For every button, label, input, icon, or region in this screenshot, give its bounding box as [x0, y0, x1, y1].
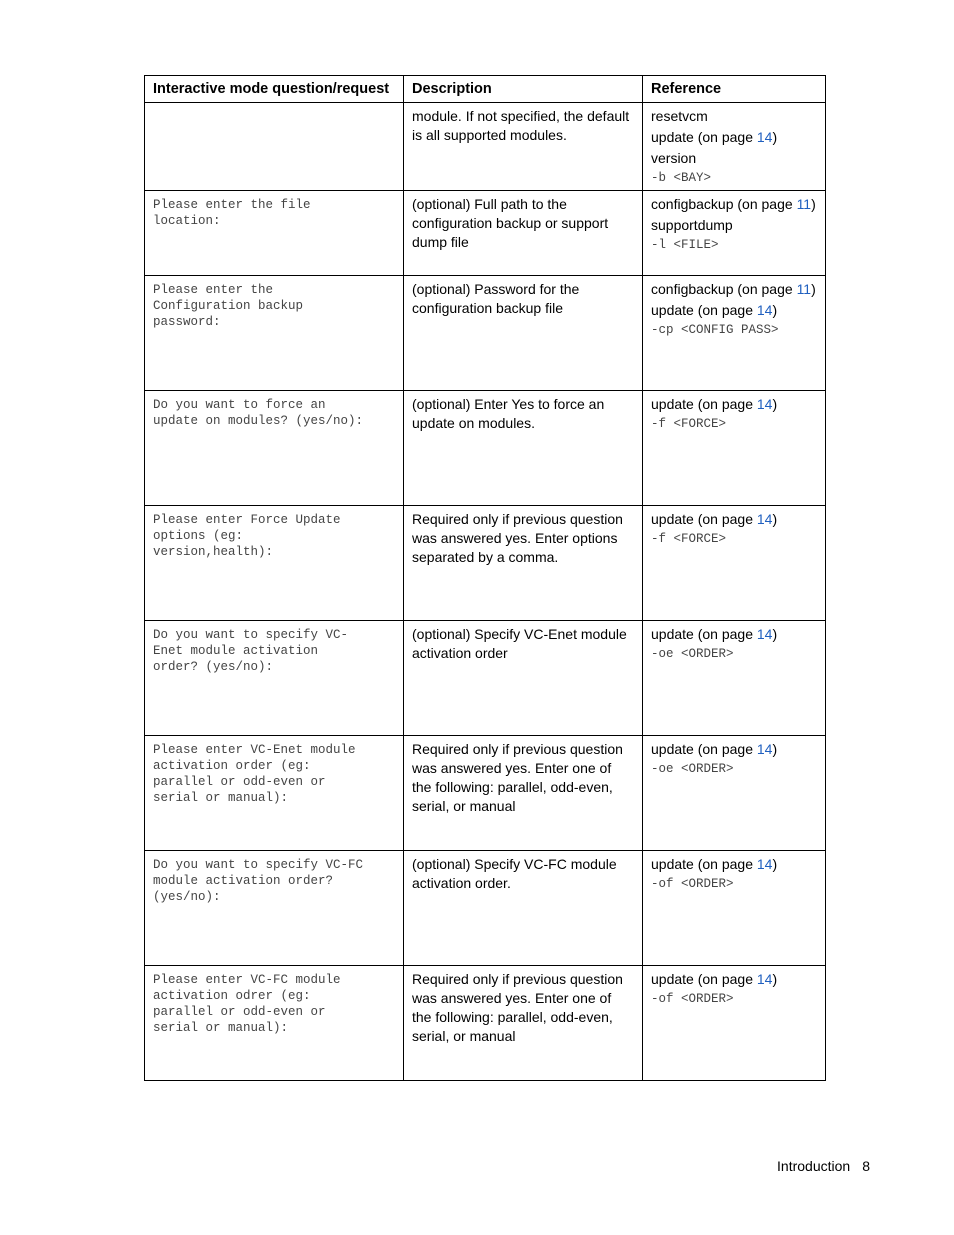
description-text: Required only if previous question was answered yes. Enter one of the following: parallel, odd-even, serial, or manual [412, 741, 623, 814]
table-row [145, 191, 826, 276]
question-cell [145, 191, 404, 276]
cli-option-code: -oe <ORDER> [651, 647, 734, 661]
header-reference: Reference [643, 76, 826, 103]
reference-line [651, 107, 817, 126]
reference-cell [643, 506, 826, 621]
reference-line [651, 740, 817, 759]
table-row [145, 103, 826, 191]
page-link[interactable]: 14 [756, 626, 773, 642]
reference-text-suffix: ) [772, 511, 778, 527]
page-footer [777, 1158, 870, 1174]
page-link[interactable]: 11 [796, 281, 812, 297]
reference-text: resetvcm [651, 108, 708, 124]
reference-cell [643, 736, 826, 851]
table-row [145, 391, 826, 506]
reference-line [651, 195, 817, 214]
description-cell [404, 391, 643, 506]
question-text: Do you want to specify VC- Enet module activation order? (yes/no): [153, 628, 349, 674]
question-cell [145, 621, 404, 736]
reference-cell [643, 851, 826, 966]
interactive-mode-table [144, 75, 826, 1081]
reference-line [651, 301, 817, 320]
description-text: Required only if previous question was answered yes. Enter one of the following: parallel, odd-even, serial, or manual [412, 971, 623, 1044]
reference-cell [643, 621, 826, 736]
reference-text: update (on page [651, 741, 757, 757]
page-link[interactable]: 14 [756, 396, 773, 412]
description-text: (optional) Enter Yes to force an update on modules. [412, 396, 605, 431]
question-cell [145, 736, 404, 851]
reference-text-suffix: ) [772, 971, 778, 987]
reference-text: update (on page [651, 856, 757, 872]
reference-text-suffix: ) [772, 396, 778, 412]
description-cell [404, 191, 643, 276]
cli-option-code: -f <FORCE> [651, 417, 727, 431]
reference-line [651, 280, 817, 299]
description-text: Required only if previous question was answered yes. Enter options separated by a comma. [412, 511, 623, 565]
description-cell [404, 103, 643, 191]
description-cell [404, 506, 643, 621]
question-cell [145, 391, 404, 506]
cli-option-code: -of <ORDER> [651, 992, 734, 1006]
page-link[interactable]: 14 [756, 511, 773, 527]
reference-text: version [651, 150, 697, 166]
description-cell [404, 851, 643, 966]
reference-text-suffix: ) [772, 302, 778, 318]
cli-option-code: -oe <ORDER> [651, 762, 734, 776]
question-cell [145, 966, 404, 1081]
question-text: Do you want to force an update on modules? (yes/no): [153, 398, 364, 428]
page-link[interactable]: 14 [756, 302, 773, 318]
description-cell [404, 621, 643, 736]
question-text: Please enter the Configuration backup password: [153, 283, 304, 329]
reference-text-suffix: ) [811, 196, 816, 212]
question-cell [145, 103, 404, 191]
reference-text-suffix: ) [772, 856, 778, 872]
description-cell [404, 736, 643, 851]
cli-option-code: -l <FILE> [651, 238, 719, 252]
reference-text: configbackup (on page [651, 281, 797, 297]
reference-text: configbackup (on page [651, 196, 797, 212]
page-link[interactable]: 11 [796, 196, 812, 212]
cli-option-code: -b <BAY> [651, 171, 712, 185]
question-text: Do you want to specify VC-FC module activation order? (yes/no): [153, 858, 364, 904]
table-body [145, 103, 826, 1081]
table-row [145, 276, 826, 391]
reference-text: update (on page [651, 302, 757, 318]
reference-cell [643, 966, 826, 1081]
table-row [145, 621, 826, 736]
reference-cell [643, 103, 826, 191]
header-question: Interactive mode question/request [145, 76, 404, 103]
reference-text-suffix: ) [772, 626, 778, 642]
question-cell [145, 276, 404, 391]
reference-text-suffix: ) [772, 741, 778, 757]
description-text: (optional) Specify VC-Enet module activation order [412, 626, 627, 661]
reference-text: update (on page [651, 129, 757, 145]
reference-line [651, 216, 817, 235]
reference-line [651, 855, 817, 874]
reference-line [651, 395, 817, 414]
page-link[interactable]: 14 [756, 856, 773, 872]
reference-text: update (on page [651, 511, 757, 527]
table-row [145, 506, 826, 621]
table-row [145, 851, 826, 966]
reference-cell [643, 191, 826, 276]
page-link[interactable]: 14 [756, 129, 773, 145]
question-cell [145, 851, 404, 966]
reference-line [651, 510, 817, 529]
description-cell [404, 276, 643, 391]
question-text: Please enter the file location: [153, 198, 311, 228]
reference-line [651, 970, 817, 989]
description-text: (optional) Full path to the configuration backup or support dump file [412, 196, 609, 250]
reference-text: update (on page [651, 396, 757, 412]
page-number: 8 [862, 1158, 870, 1174]
description-cell [404, 966, 643, 1081]
cli-option-code: -cp <CONFIG PASS> [651, 323, 779, 337]
table-row [145, 966, 826, 1081]
reference-line [651, 128, 817, 147]
reference-text-suffix: ) [772, 129, 778, 145]
reference-line [651, 625, 817, 644]
header-description: Description [404, 76, 643, 103]
cli-option-code: -of <ORDER> [651, 877, 734, 891]
reference-text: update (on page [651, 626, 757, 642]
cli-option-code: -f <FORCE> [651, 532, 727, 546]
reference-cell [643, 276, 826, 391]
reference-cell [643, 391, 826, 506]
page-link[interactable]: 14 [756, 741, 773, 757]
reference-text-suffix: ) [811, 281, 816, 297]
description-text: (optional) Specify VC-FC module activation order. [412, 856, 617, 891]
question-cell [145, 506, 404, 621]
description-text: module. If not specified, the default is all supported modules. [412, 108, 630, 143]
question-text: Please enter VC-Enet module activation order (eg: parallel or odd-even or serial or manual): [153, 743, 356, 805]
reference-text: supportdump [651, 217, 733, 233]
footer-section-title: Introduction [777, 1158, 851, 1174]
reference-text: update (on page [651, 971, 757, 987]
table-row [145, 736, 826, 851]
question-text: Please enter Force Update options (eg: version,health): [153, 513, 341, 559]
description-text: (optional) Password for the configuration backup file [412, 281, 580, 316]
reference-line [651, 149, 817, 168]
question-text: Please enter VC-FC module activation odrer (eg: parallel or odd-even or serial or manual): [153, 973, 341, 1035]
page-link[interactable]: 14 [756, 971, 773, 987]
table-header-row [145, 76, 826, 103]
